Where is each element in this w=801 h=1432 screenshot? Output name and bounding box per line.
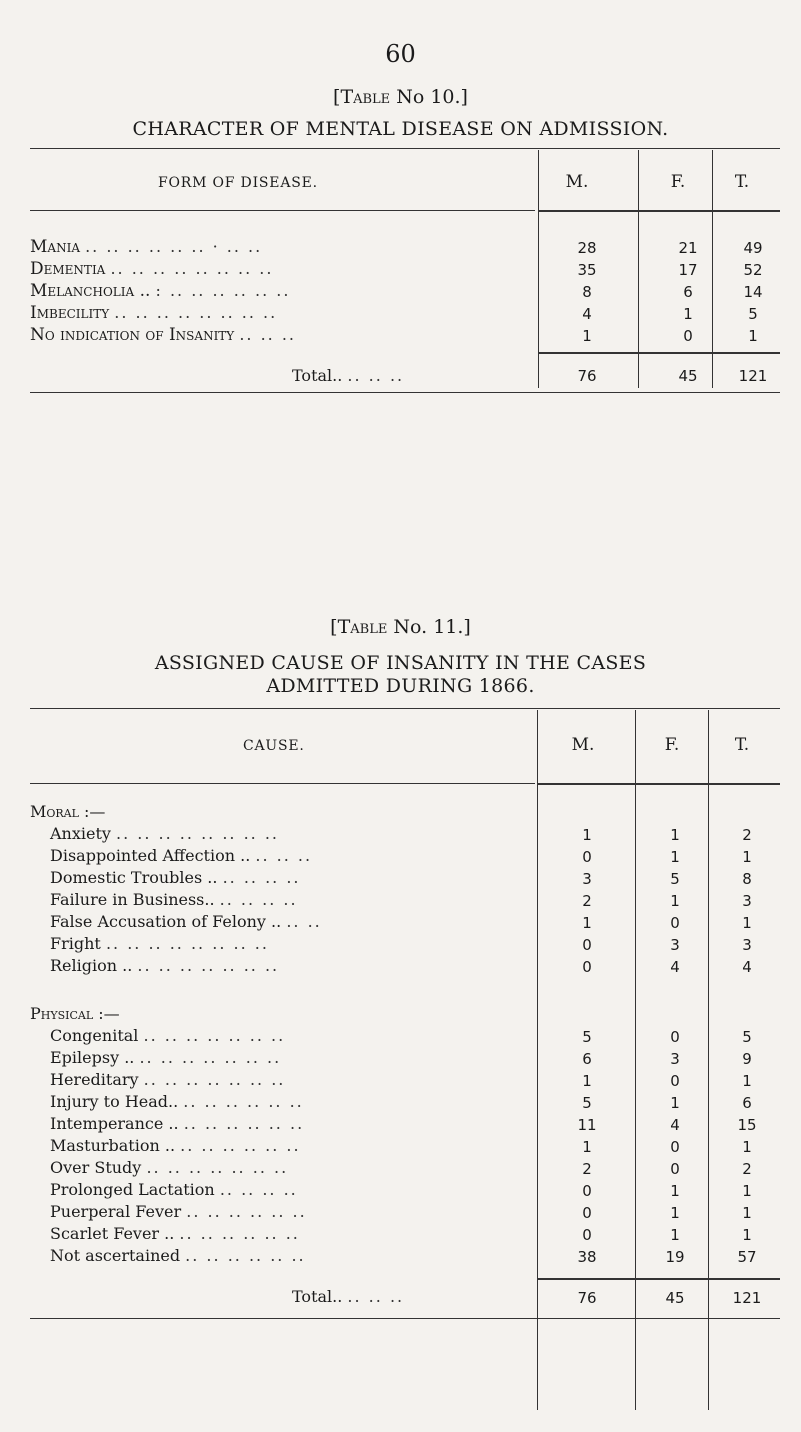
row-label: Hereditary bbox=[50, 1070, 139, 1089]
cell-t: 5 bbox=[748, 305, 758, 323]
table10-total-rule bbox=[538, 352, 780, 354]
leader-dots: .. .. .. .. bbox=[219, 1180, 298, 1199]
cell-m: 0 bbox=[582, 1226, 592, 1244]
table11-col-rule-0 bbox=[537, 710, 538, 1410]
cell-f: 19 bbox=[665, 1248, 685, 1266]
cell-f: 21 bbox=[678, 239, 698, 257]
cell-t: 57 bbox=[737, 1248, 757, 1266]
leader-dots: .. .. .. .. .. .. · .. .. bbox=[85, 237, 263, 256]
table11-caption bbox=[0, 616, 801, 638]
cell-m: 6 bbox=[582, 1050, 592, 1068]
cell-t: 1 bbox=[748, 327, 758, 345]
table11-title-line1: ASSIGNED CAUSE OF INSANITY IN THE CASES bbox=[154, 652, 647, 674]
cell-m: 1 bbox=[582, 914, 592, 932]
table10-title: CHARACTER OF MENTAL DISEASE ON ADMISSION. bbox=[132, 118, 669, 140]
row-label: Injury to Head.. bbox=[50, 1092, 179, 1111]
cell-m: 1 bbox=[582, 826, 592, 844]
table11-total-rule bbox=[537, 1278, 780, 1280]
cell-t: 1 bbox=[742, 1226, 752, 1244]
table11-col-rule-1 bbox=[635, 710, 636, 1410]
cell-f: 0 bbox=[670, 1072, 680, 1090]
cell-m: 76 bbox=[577, 367, 597, 385]
table10-caption-open: [ bbox=[333, 86, 341, 108]
cell-m: 38 bbox=[577, 1248, 597, 1266]
cell-m: 1 bbox=[582, 1072, 592, 1090]
cell-m: 0 bbox=[582, 1182, 592, 1200]
leader-dots: .. .. .. .. .. .. .. .. bbox=[116, 824, 280, 843]
total-label: Total.. bbox=[292, 366, 343, 385]
cell-t: 1 bbox=[742, 1072, 752, 1090]
table11-caption-rest: No. 11.] bbox=[387, 616, 471, 638]
row-label: Melancholia .. bbox=[30, 281, 151, 301]
table11-bottom-rule bbox=[30, 1318, 780, 1319]
table11-header-rule-left bbox=[30, 783, 535, 784]
table11-top-rule bbox=[30, 708, 780, 709]
cell-m: 0 bbox=[582, 958, 592, 976]
table10-top-rule bbox=[30, 148, 780, 149]
table10-caption-rest: No 10.] bbox=[390, 86, 468, 108]
cell-f: 1 bbox=[670, 892, 680, 910]
cell-m: 5 bbox=[582, 1094, 592, 1112]
leader-dots: .. .. .. .. .. .. .. bbox=[143, 1026, 286, 1045]
row-label: Dementia bbox=[30, 259, 106, 279]
row-label: Religion .. bbox=[50, 956, 133, 975]
leader-dots: .. .. .. .. .. .. bbox=[183, 1114, 305, 1133]
leader-dots: .. .. .. bbox=[239, 325, 297, 344]
table10-header-f: F. bbox=[670, 172, 686, 192]
row-label: Scarlet Fever .. bbox=[50, 1224, 175, 1243]
cell-f: 0 bbox=[670, 1160, 680, 1178]
cell-m: 2 bbox=[582, 1160, 592, 1178]
cell-f: 5 bbox=[670, 870, 680, 888]
table11-header-m: M. bbox=[571, 735, 595, 755]
leader-dots: .. .. .. .. .. .. bbox=[186, 1202, 307, 1221]
cell-f: 1 bbox=[683, 305, 693, 323]
cell-t: 121 bbox=[732, 1289, 762, 1307]
leader-dots: .. .. .. .. .. .. bbox=[179, 1224, 300, 1243]
cell-t: 3 bbox=[742, 892, 752, 910]
cell-m: 76 bbox=[577, 1289, 597, 1307]
cell-t: 14 bbox=[743, 283, 763, 301]
table10-caption-word: Table bbox=[340, 86, 391, 108]
leader-dots: .. .. .. .. .. .. bbox=[183, 1092, 304, 1111]
leader-dots: .. .. .. .. bbox=[222, 868, 301, 887]
cell-f: 1 bbox=[670, 1182, 680, 1200]
cell-f: 4 bbox=[670, 958, 680, 976]
cell-t: 121 bbox=[738, 367, 768, 385]
cell-m: 2 bbox=[582, 892, 592, 910]
cell-f: 1 bbox=[670, 1226, 680, 1244]
row-label: Anxiety bbox=[50, 824, 111, 843]
leader-dots: : .. .. .. .. .. .. bbox=[155, 281, 291, 300]
cell-f: 0 bbox=[683, 327, 693, 345]
cell-m: 1 bbox=[582, 327, 592, 345]
cell-t: 3 bbox=[742, 936, 752, 954]
table10-header-form: FORM OF DISEASE. bbox=[158, 175, 318, 191]
leader-dots: .. .. .. .. .. .. bbox=[180, 1136, 301, 1155]
table11-caption-open: [ bbox=[330, 616, 338, 638]
table10-header-m: M. bbox=[565, 172, 589, 192]
leader-dots: .. .. .. .. .. .. .. bbox=[146, 1158, 289, 1177]
cell-m: 5 bbox=[582, 1028, 592, 1046]
leader-dots: .. .. .. .. .. .. .. bbox=[143, 1070, 286, 1089]
table10-caption bbox=[0, 86, 801, 108]
table10-header-rule-left bbox=[30, 210, 535, 211]
cell-t: 1 bbox=[742, 914, 752, 932]
total-label: Total.. bbox=[292, 1287, 343, 1306]
row-label: Puerperal Fever bbox=[50, 1202, 182, 1221]
cell-t: 2 bbox=[742, 1160, 752, 1178]
cell-t: 1 bbox=[742, 848, 752, 866]
cell-m: 0 bbox=[582, 936, 592, 954]
cell-f: 4 bbox=[670, 1116, 680, 1134]
row-label: False Accusation of Felony .. bbox=[50, 912, 282, 931]
leader-dots: .. .. .. .. .. .. .. .. bbox=[110, 259, 274, 278]
cell-m: 8 bbox=[582, 283, 592, 301]
row-label: Domestic Troubles .. bbox=[50, 868, 218, 887]
table11-title-line2: ADMITTED DURING 1866. bbox=[266, 675, 535, 697]
table10-bottom-rule bbox=[30, 392, 780, 393]
section-moral: Moral :— bbox=[30, 802, 106, 821]
table10-header-rule-right bbox=[538, 210, 780, 212]
row-label: Mania bbox=[30, 237, 80, 257]
leader-dots: .. .. bbox=[286, 912, 322, 931]
row-label: Over Study bbox=[50, 1158, 142, 1177]
cell-t: 9 bbox=[742, 1050, 752, 1068]
cell-t: 4 bbox=[742, 958, 752, 976]
table10-header-t: T. bbox=[734, 172, 750, 192]
page-number: 60 bbox=[385, 40, 416, 68]
cell-f: 1 bbox=[670, 1094, 680, 1112]
cell-f: 3 bbox=[670, 936, 680, 954]
leader-dots: .. .. .. bbox=[255, 846, 313, 865]
cell-t: 2 bbox=[742, 826, 752, 844]
cell-f: 45 bbox=[665, 1289, 685, 1307]
cell-f: 3 bbox=[670, 1050, 680, 1068]
section-physical: Physical :— bbox=[30, 1004, 120, 1023]
cell-f: 1 bbox=[670, 1204, 680, 1222]
leader-dots: .. .. .. .. bbox=[219, 890, 298, 909]
row-label: Epilepsy .. bbox=[50, 1048, 135, 1067]
row-label: Imbecility bbox=[30, 303, 110, 323]
leader-dots: .. .. .. .. .. .. .. bbox=[139, 1048, 282, 1067]
cell-m: 0 bbox=[582, 848, 592, 866]
leader-dots: .. .. .. bbox=[347, 1287, 405, 1306]
row-label: Disappointed Affection .. bbox=[50, 846, 251, 865]
cell-t: 49 bbox=[743, 239, 763, 257]
row-label: Failure in Business.. bbox=[50, 890, 215, 909]
table11-header-rule-right bbox=[537, 783, 780, 785]
table11-col-rule-2 bbox=[708, 710, 709, 1410]
leader-dots: .. .. .. .. .. .. .. bbox=[137, 956, 280, 975]
cell-f: 1 bbox=[670, 848, 680, 866]
row-label: No indication of Insanity bbox=[30, 325, 235, 345]
cell-m: 11 bbox=[577, 1116, 597, 1134]
cell-f: 0 bbox=[670, 1138, 680, 1156]
table11-header-f: F. bbox=[664, 735, 680, 755]
cell-t: 1 bbox=[742, 1204, 752, 1222]
cell-m: 0 bbox=[582, 1204, 592, 1222]
cell-t: 5 bbox=[742, 1028, 752, 1046]
cell-f: 0 bbox=[670, 1028, 680, 1046]
cell-t: 1 bbox=[742, 1182, 752, 1200]
cell-f: 6 bbox=[683, 283, 693, 301]
table11-header-cause: CAUSE. bbox=[243, 738, 305, 754]
cell-f: 0 bbox=[670, 914, 680, 932]
cell-t: 6 bbox=[742, 1094, 752, 1112]
cell-f: 1 bbox=[670, 826, 680, 844]
row-label: Congenital bbox=[50, 1026, 139, 1045]
cell-t: 8 bbox=[742, 870, 752, 888]
row-label: Prolonged Lactation bbox=[50, 1180, 215, 1199]
cell-f: 45 bbox=[678, 367, 698, 385]
cell-f: 17 bbox=[678, 261, 698, 279]
cell-m: 28 bbox=[577, 239, 597, 257]
row-label: Fright bbox=[50, 934, 101, 953]
cell-m: 3 bbox=[582, 870, 592, 888]
row-label: Not ascertained bbox=[50, 1246, 181, 1265]
table11-header-t: T. bbox=[734, 735, 750, 755]
table11-caption-word: Table bbox=[337, 616, 388, 638]
leader-dots: .. .. .. .. .. .. bbox=[185, 1246, 306, 1265]
cell-t: 52 bbox=[743, 261, 763, 279]
leader-dots: .. .. .. .. .. .. .. .. bbox=[114, 303, 278, 322]
cell-m: 1 bbox=[582, 1138, 592, 1156]
cell-t: 1 bbox=[742, 1138, 752, 1156]
row-label: Masturbation .. bbox=[50, 1136, 176, 1155]
leader-dots: .. .. .. bbox=[347, 366, 405, 385]
leader-dots: .. .. .. .. .. .. .. .. bbox=[105, 934, 269, 953]
row-label: Intemperance .. bbox=[50, 1114, 179, 1133]
cell-t: 15 bbox=[737, 1116, 757, 1134]
cell-m: 4 bbox=[582, 305, 592, 323]
cell-m: 35 bbox=[577, 261, 597, 279]
